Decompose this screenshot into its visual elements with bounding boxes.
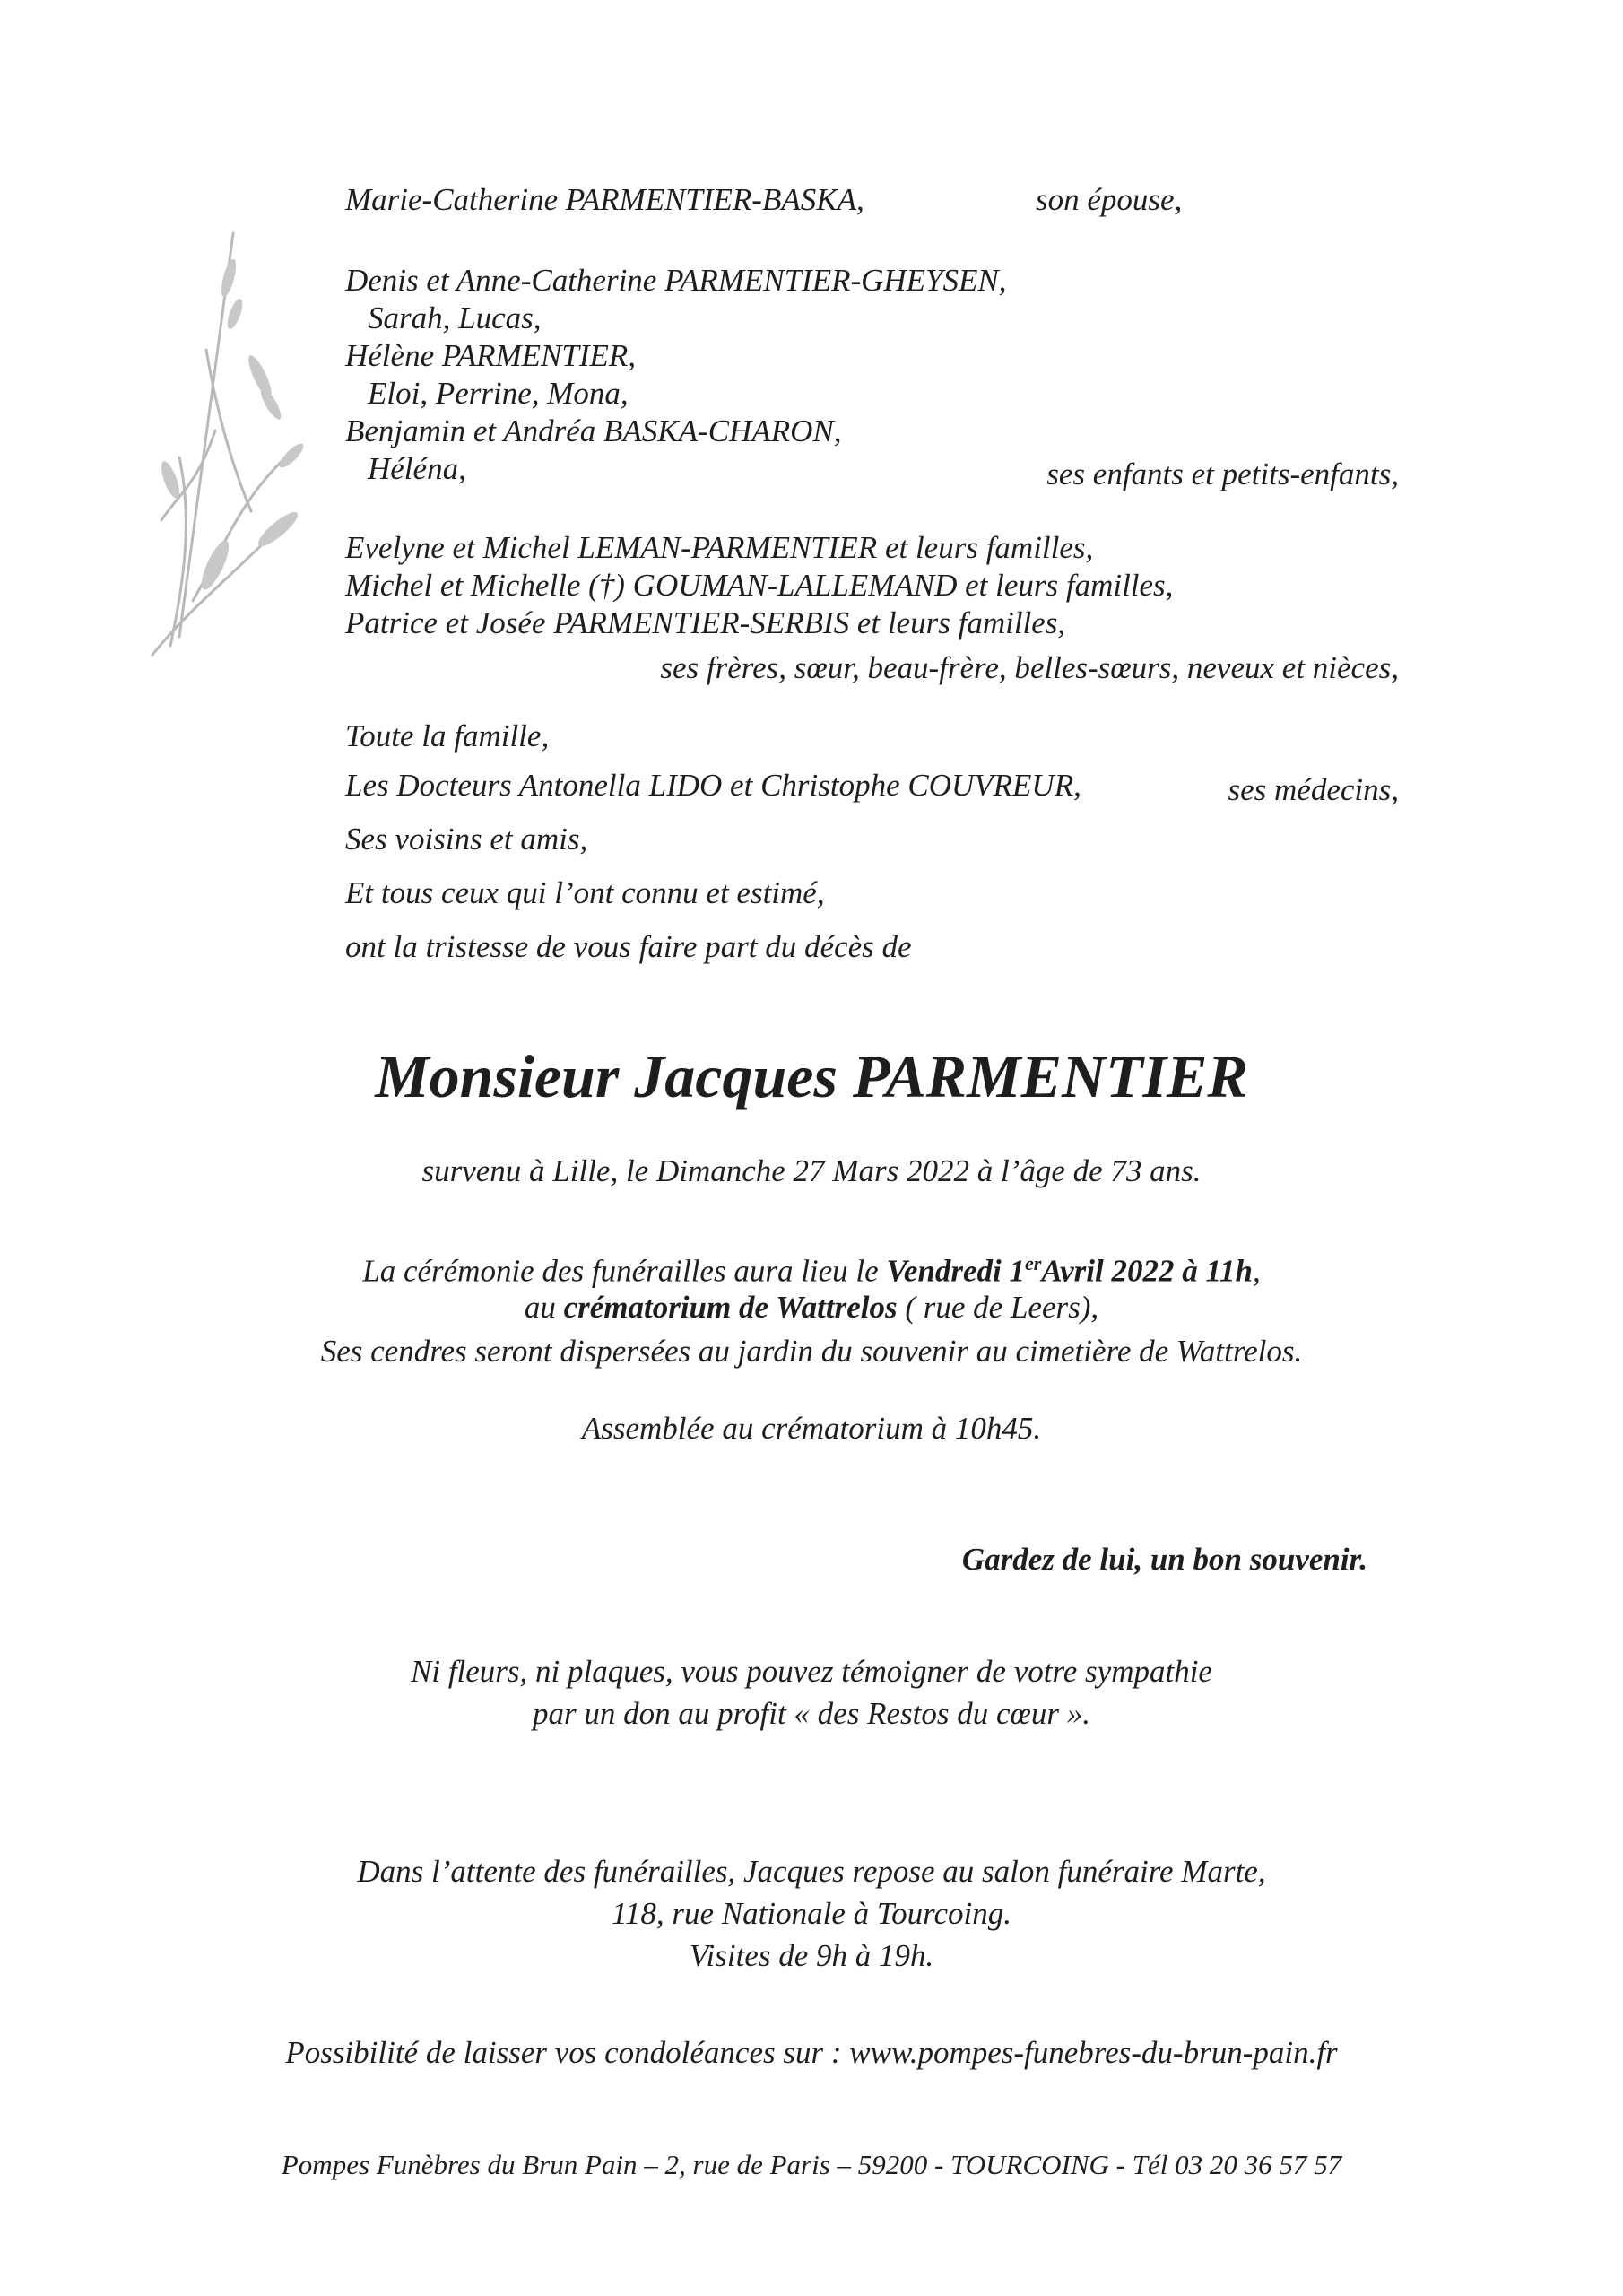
siblings-role: ses frères, sœur, beau-frère, belles-sœurs, neveux et nièces, (660, 650, 1399, 685)
footer-address: Pompes Funèbres du Brun Pain – 2, rue de Paris – 59200 - TOURCOING - Tél 03 20 36 57 57 (281, 2149, 1342, 2180)
ceremony-at: au (524, 1290, 556, 1325)
deceased-name: Monsieur Jacques PARMENTIER (375, 1042, 1248, 1110)
flowers-line-1: Ni fleurs, ni plaques, vous pouvez témoigner de votre sympathie (411, 1654, 1212, 1689)
ceremony-line-2 (0, 1289, 1623, 1326)
grandchild-line: Héléna, (368, 451, 466, 486)
sibling-line: Patrice et Josée PARMENTIER-SERBIS et leurs familles, (345, 605, 1066, 640)
wheat-illustration (117, 224, 323, 673)
spouse-name: Marie-Catherine PARMENTIER-BASKA, (345, 182, 864, 217)
memory-line: Gardez de lui, un bon souvenir. (961, 1542, 1367, 1577)
grandchild-line: Eloi, Perrine, Mona, (368, 376, 629, 411)
children-role: ses enfants et petits-enfants, (1046, 457, 1399, 491)
rest-line-3: Visites de 9h à 19h. (689, 1938, 934, 1973)
doctors-role: ses médecins, (1228, 772, 1399, 807)
ceremony-place: crématorium de Wattrelos (563, 1290, 898, 1325)
death-line: survenu à Lille, le Dimanche 27 Mars 2022 à l’âge de 73 ans. (421, 1153, 1202, 1188)
family-line: Toute la famille, (345, 718, 550, 753)
child-line: Benjamin et Andréa BASKA-CHARON, (345, 413, 842, 448)
announce-line: ont la tristesse de vous faire part du décès de (345, 929, 912, 964)
child-line: Denis et Anne-Catherine PARMENTIER-GHEYSEN, (345, 263, 1007, 298)
ceremony-line-1 (0, 1245, 1623, 1291)
ceremony-comma: , (1253, 1253, 1261, 1289)
doctors-line: Les Docteurs Antonella LIDO et Christophe COUVREUR, (345, 768, 1081, 803)
child-line: Hélène PARMENTIER, (345, 338, 636, 373)
flowers-line-2: par un don au profit « des Restos du cœur ». (533, 1696, 1090, 1731)
rest-line-1: Dans l’attente des funérailles, Jacques repose au salon funéraire Marte, (357, 1854, 1266, 1889)
ceremony-day-suffix: er (1025, 1252, 1042, 1274)
sibling-line: Evelyne et Michel LEMAN-PARMENTIER et leurs familles, (345, 530, 1094, 565)
ceremony-day: Vendredi 1 (886, 1253, 1026, 1289)
ceremony-date-time: Avril 2022 à 11h (1041, 1253, 1254, 1289)
ceremony-intro: La cérémonie des funérailles aura lieu le (362, 1253, 879, 1289)
spouse-role: son épouse, (1036, 182, 1183, 217)
others-line: Et tous ceux qui l’ont connu et estimé, (345, 875, 825, 910)
rest-line-2: 118, rue Nationale à Tourcoing. (612, 1896, 1011, 1931)
sibling-line: Michel et Michelle (†) GOUMAN-LALLEMAND et leurs familles, (345, 568, 1174, 603)
neighbors-line: Ses voisins et amis, (345, 822, 588, 857)
condolences-line: Possibilité de laisser vos condoléances sur : www.pompes-funebres-du-brun-pain.fr (285, 2035, 1338, 2070)
assembly-line: Assemblée au crématorium à 10h45. (581, 1411, 1042, 1446)
ceremony-line-3: Ses cendres seront dispersées au jardin du souvenir au cimetière de Wattrelos. (320, 1334, 1303, 1369)
grandchild-line: Sarah, Lucas, (368, 300, 542, 335)
ceremony-address: ( rue de Leers), (905, 1290, 1099, 1325)
